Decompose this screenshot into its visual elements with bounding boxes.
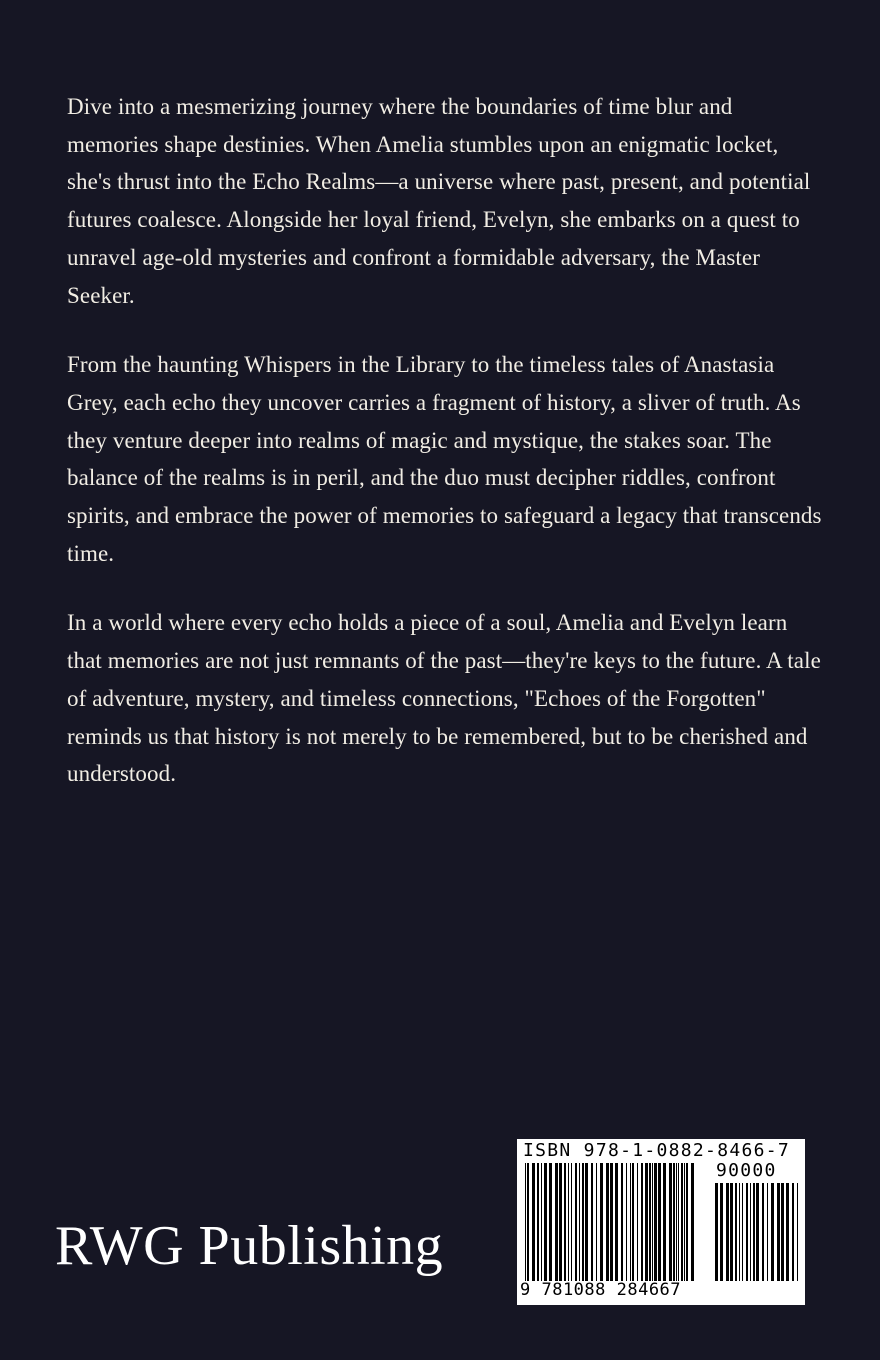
barcode-bar bbox=[781, 1183, 784, 1281]
barcode-bar bbox=[568, 1163, 569, 1281]
barcode-bar bbox=[632, 1163, 634, 1281]
barcode-bar bbox=[676, 1163, 677, 1281]
barcode-bar bbox=[571, 1163, 572, 1281]
barcode-bar bbox=[652, 1163, 653, 1281]
blurb-paragraph-1: Dive into a mesmerizing journey where the boundaries of time blur and memories shape destinies. When Amelia stumbles upon an enigmatic locket, she's thrust into the Echo Realms—a universe where past, present, and potential futures coalesce. Alongside her loyal friend, Evelyn, she embarks on a quest to unravel age-old mysteries and confront a formidable adversary, the Master Seeker. bbox=[67, 94, 811, 308]
barcode-bar bbox=[739, 1183, 740, 1281]
barcode-bar bbox=[575, 1163, 577, 1281]
barcode-bar bbox=[585, 1163, 588, 1281]
barcode-bar bbox=[591, 1163, 593, 1281]
barcode-bar bbox=[630, 1163, 631, 1281]
barcode-bar bbox=[730, 1183, 733, 1281]
barcode-bar bbox=[750, 1183, 751, 1281]
barcode-bar bbox=[746, 1183, 748, 1281]
barcode-bar bbox=[541, 1163, 542, 1281]
barcode-bar bbox=[726, 1183, 729, 1281]
barcode-bar bbox=[654, 1163, 657, 1281]
barcode-bar bbox=[641, 1163, 643, 1281]
barcode-bar bbox=[684, 1163, 685, 1281]
blurb-paragraph-2: From the haunting Whispers in the Library to the timeless tales of Anastasia Grey, each echo they uncover carries a fragment of history, a sliver of truth. As they venture deeper into realms of magic and mystique, the stakes soar. The balance of the realms is in peril, and the duo must decipher riddles, confront spirits, and embrace the power of memories to safeguard a legacy that transcends time. bbox=[67, 352, 822, 566]
barcode-bar bbox=[621, 1163, 623, 1281]
barcode-bar bbox=[527, 1163, 529, 1281]
barcode-bar bbox=[753, 1183, 755, 1281]
barcode-bar bbox=[637, 1163, 638, 1281]
blurb-paragraph-3: In a world where every echo holds a piece of a soul, Amelia and Evelyn learn that memories are not just remnants of the past—they're keys to the future. A tale of adventure, mystery, and timeless connections, "Echoes of the Forgotten" reminds us that history is not merely to be remembered, but to be cherished and understood. bbox=[67, 610, 821, 787]
barcode-bar bbox=[786, 1183, 789, 1281]
barcode-bar bbox=[715, 1183, 718, 1281]
barcode-bar bbox=[564, 1163, 566, 1281]
barcode-bar bbox=[610, 1163, 613, 1281]
barcode-bar bbox=[549, 1163, 552, 1281]
barcode-bar bbox=[678, 1163, 679, 1281]
barcode-bar bbox=[681, 1163, 683, 1281]
publisher-name: RWG Publishing bbox=[55, 1215, 444, 1277]
barcode-bar bbox=[735, 1183, 737, 1281]
barcode-bar bbox=[606, 1163, 609, 1281]
barcode-bar bbox=[645, 1163, 648, 1281]
barcode-bar bbox=[720, 1183, 723, 1281]
barcode-bar bbox=[600, 1163, 603, 1281]
barcode-bar bbox=[532, 1163, 535, 1281]
price-code: 90000 bbox=[716, 1160, 777, 1181]
barcode-bar bbox=[756, 1183, 759, 1281]
barcode-bar bbox=[669, 1163, 672, 1281]
barcode-bar bbox=[797, 1183, 798, 1281]
barcode-bar bbox=[767, 1183, 768, 1281]
barcode-bar bbox=[582, 1163, 584, 1281]
barcode-bar bbox=[686, 1163, 688, 1281]
barcode-bar bbox=[615, 1163, 618, 1281]
back-cover-blurb bbox=[67, 88, 827, 825]
barcode-bar bbox=[663, 1163, 666, 1281]
barcode-digits: 9 781088 284667 bbox=[520, 1280, 682, 1300]
barcode-bar bbox=[544, 1163, 547, 1281]
barcode-bar bbox=[537, 1163, 539, 1281]
barcode-bar bbox=[649, 1163, 651, 1281]
barcode-bar bbox=[742, 1183, 743, 1281]
barcode-bar bbox=[673, 1163, 675, 1281]
barcode-bar bbox=[792, 1183, 794, 1281]
barcode-bar bbox=[777, 1183, 780, 1281]
isbn-label: ISBN 978-1-0882-8466-7 bbox=[523, 1140, 791, 1161]
barcode-bar bbox=[555, 1163, 558, 1281]
barcode-bar bbox=[525, 1163, 526, 1281]
barcode-bar bbox=[596, 1163, 597, 1281]
barcode-bar bbox=[559, 1163, 562, 1281]
barcode-bar bbox=[691, 1163, 694, 1281]
barcode-bar bbox=[771, 1183, 774, 1281]
isbn-barcode bbox=[517, 1139, 805, 1305]
barcode-bar bbox=[658, 1163, 661, 1281]
barcode-bar bbox=[579, 1163, 580, 1281]
barcode-bar bbox=[762, 1183, 764, 1281]
barcode-bar bbox=[626, 1163, 627, 1281]
